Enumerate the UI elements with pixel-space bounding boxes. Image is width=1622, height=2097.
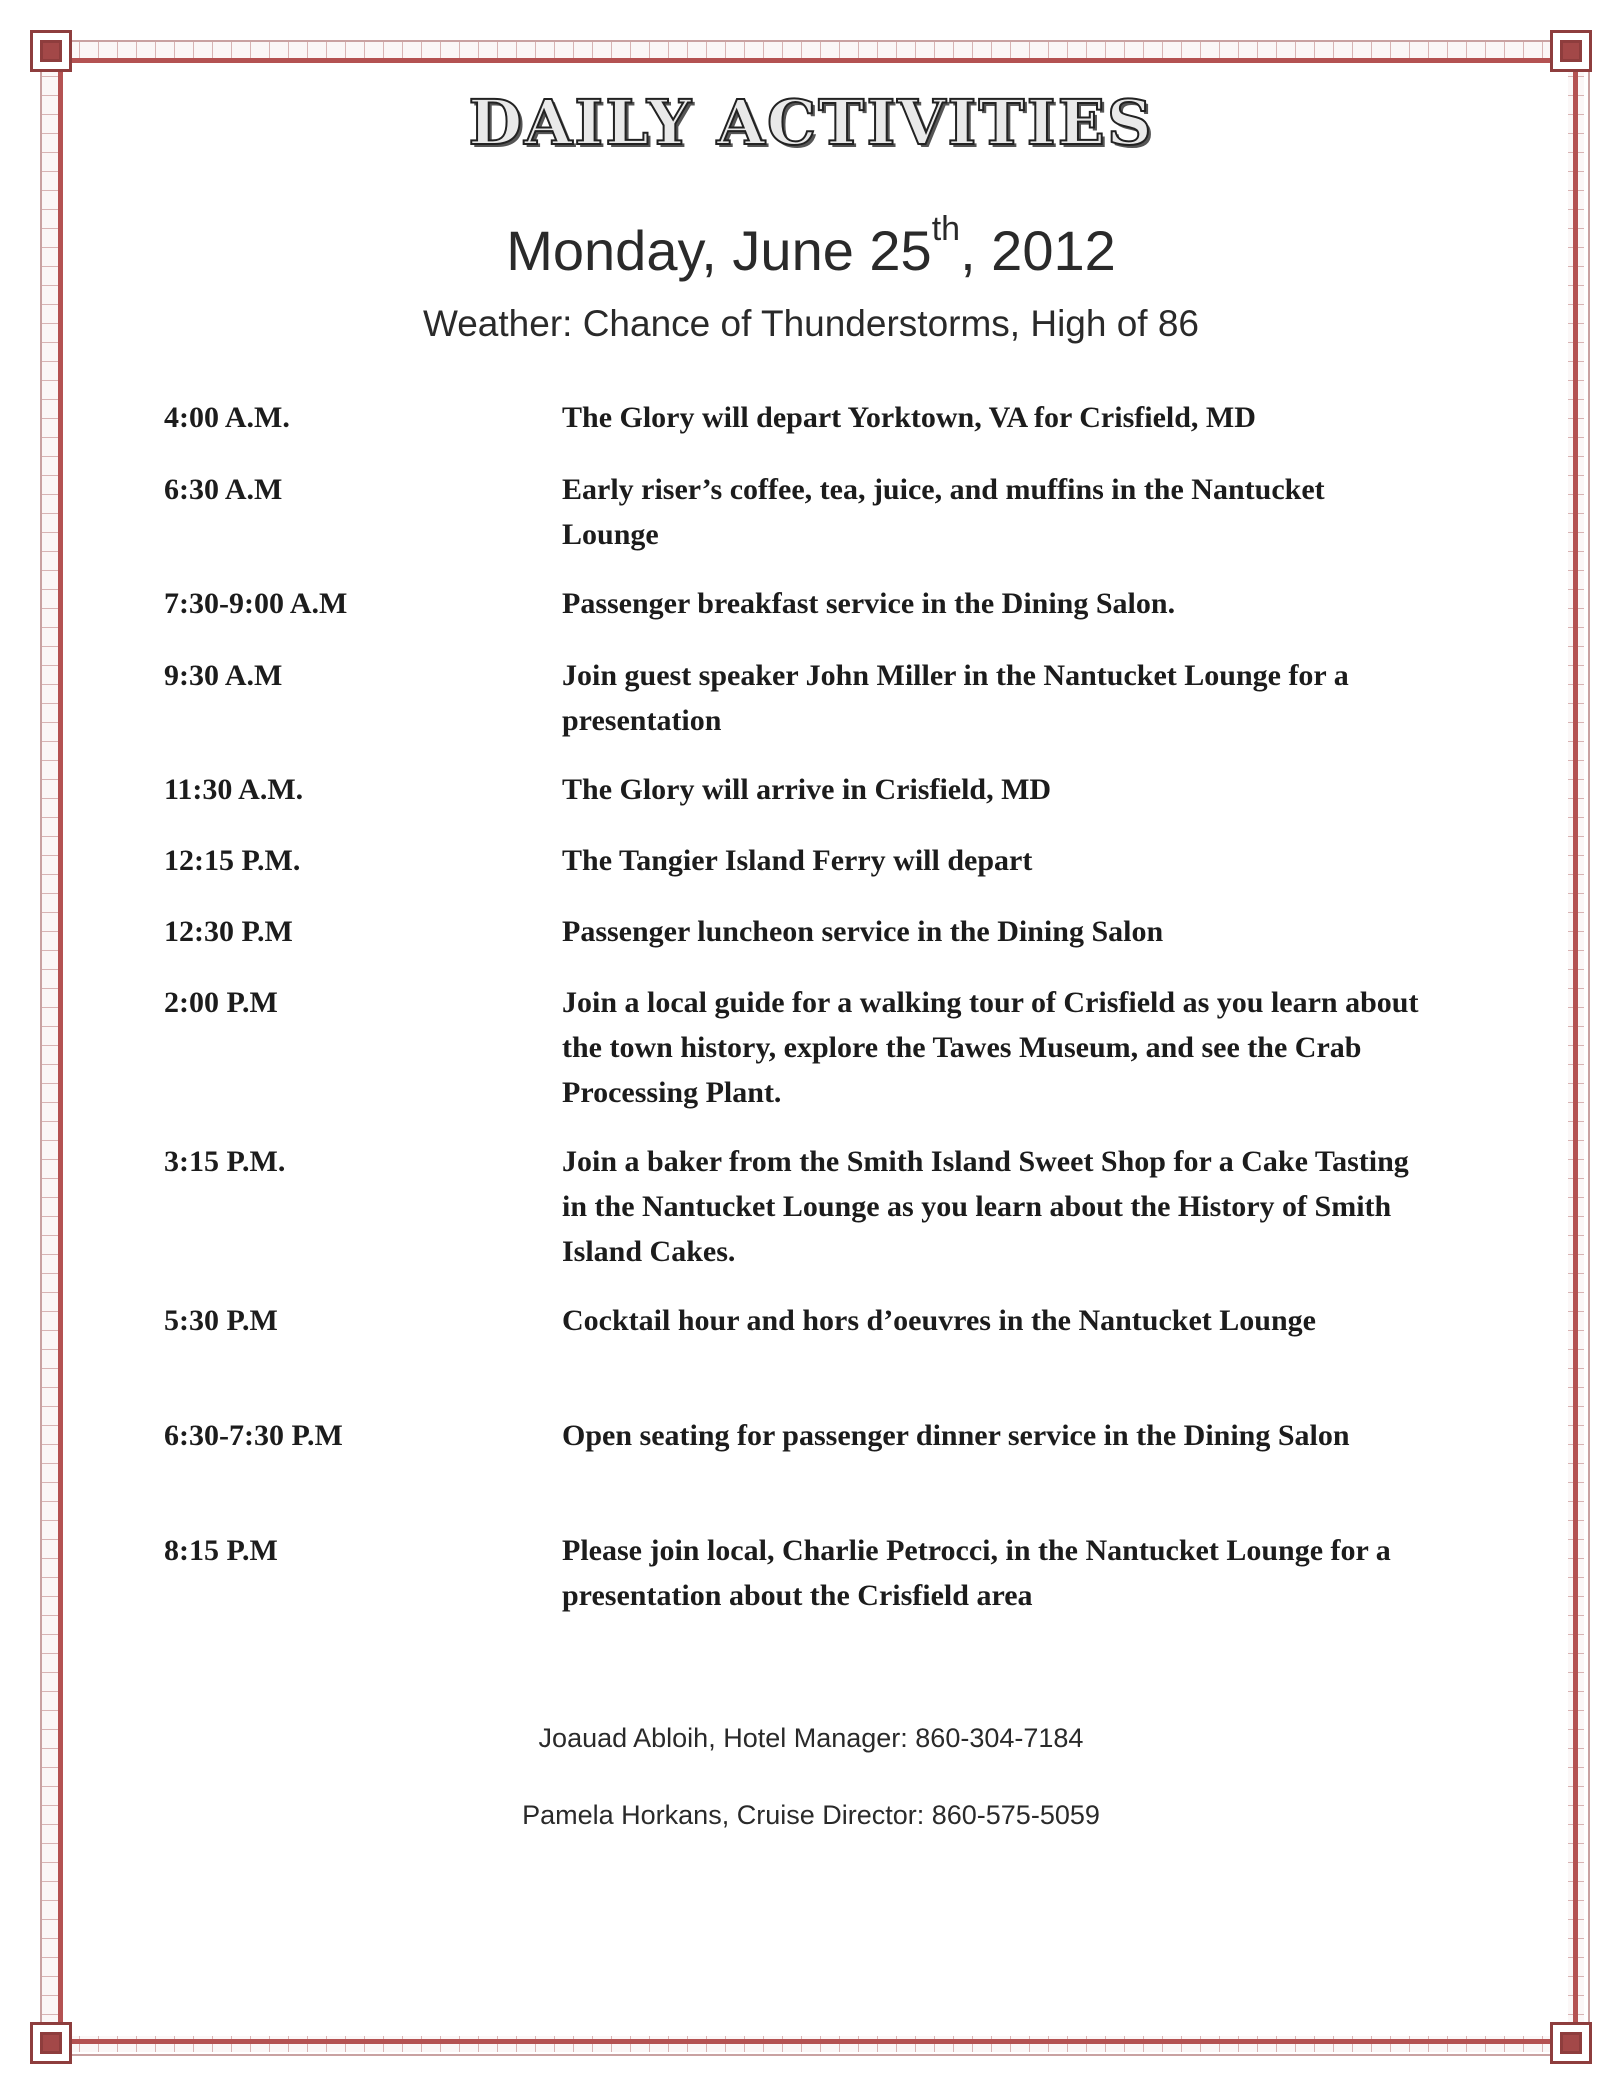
activity-time: 12:15 P.M. bbox=[164, 844, 301, 877]
activity-time: 6:30-7:30 P.M bbox=[164, 1419, 343, 1452]
activity-description: Open seating for passenger dinner service in the Dining Salon bbox=[562, 1419, 1350, 1452]
activity-time: 4:00 A.M. bbox=[164, 401, 290, 434]
activity-description: The Tangier Island Ferry will depart bbox=[562, 844, 1033, 877]
activity-time: 6:30 A.M bbox=[164, 473, 283, 506]
activity-time: 5:30 P.M bbox=[164, 1304, 278, 1337]
activity-time: 9:30 A.M bbox=[164, 659, 283, 692]
activity-time: 12:30 P.M bbox=[164, 915, 293, 948]
page-title: DAILY ACTIVITIES bbox=[468, 86, 1154, 159]
date-ordinal: th bbox=[931, 210, 961, 248]
activity-description: Passenger luncheon service in the Dining Salon bbox=[562, 915, 1164, 948]
activity-time: 7:30-9:00 A.M bbox=[164, 587, 348, 620]
activity-time: 3:15 P.M. bbox=[164, 1145, 286, 1178]
activity-description: Please join local, Charlie Petrocci, in the Nantucket Lounge for a presentation about the Crisfield area bbox=[562, 1534, 1391, 1612]
activity-time: 8:15 P.M bbox=[164, 1534, 278, 1567]
activity-description: Passenger breakfast service in the Dining Salon. bbox=[562, 587, 1176, 620]
activity-time: 11:30 A.M. bbox=[164, 773, 304, 806]
hotel-manager-contact: Joauad Abloih, Hotel Manager: 860-304-7184 bbox=[538, 1723, 1084, 1753]
activity-description: Early riser’s coffee, tea, juice, and muffins in the Nantucket Lounge bbox=[562, 473, 1325, 551]
activity-description: Join a baker from the Smith Island Sweet Shop for a Cake Tasting in the Nantucket Lounge as you learn about the History of Smith Island Cakes. bbox=[562, 1145, 1409, 1268]
activity-time: 2:00 P.M bbox=[164, 986, 278, 1019]
activity-description: The Glory will depart Yorktown, VA for Crisfield, MD bbox=[562, 401, 1256, 434]
activity-description: Join a local guide for a walking tour of Crisfield as you learn about the town history, explore the Tawes Museum, and see the Crab Processing Plant. bbox=[562, 986, 1419, 1109]
activity-description: Join guest speaker John Miller in the Nantucket Lounge for a presentation bbox=[562, 659, 1349, 737]
cruise-director-contact: Pamela Horkans, Cruise Director: 860-575-5059 bbox=[522, 1800, 1100, 1830]
date-year: , 2012 bbox=[960, 219, 1116, 282]
date-text: Monday, June 25 bbox=[506, 219, 932, 282]
weather-line: Weather: Chance of Thunderstorms, High of 86 bbox=[422, 303, 1200, 344]
activity-description: Cocktail hour and hors d’oeuvres in the Nantucket Lounge bbox=[562, 1304, 1316, 1337]
activity-description: The Glory will arrive in Crisfield, MD bbox=[562, 773, 1052, 806]
